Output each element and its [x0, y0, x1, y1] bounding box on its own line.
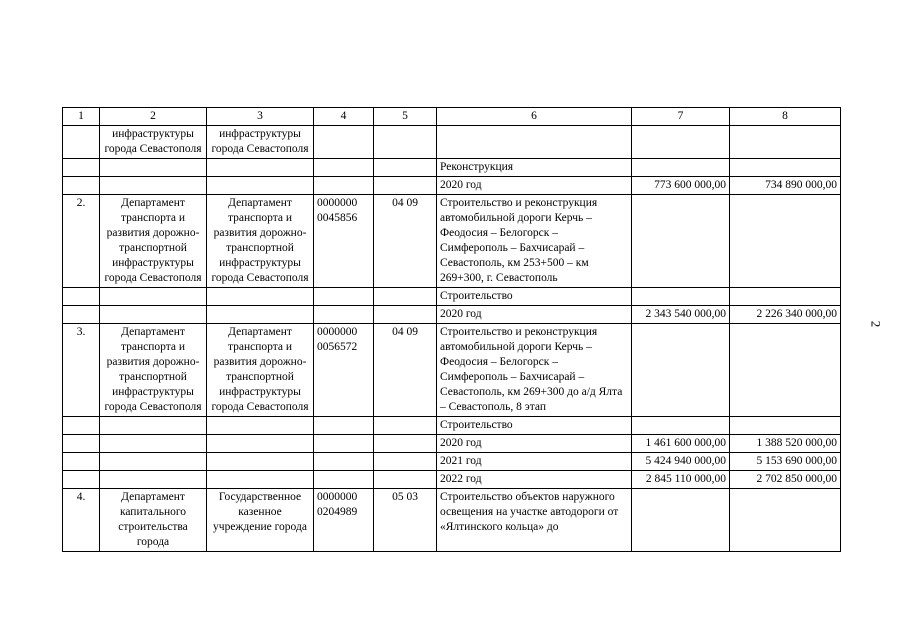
section-cell — [374, 126, 437, 159]
empty-cell — [314, 159, 374, 177]
code-cell: 0000000 0045856 — [314, 195, 374, 288]
code-cell — [314, 126, 374, 159]
amount-col7: 5 424 940 000,00 — [632, 453, 730, 471]
object-cell: Строительство объектов наружного освещения на участке автодороги от «Ялтинского кольца» до — [437, 489, 632, 552]
empty-cell — [207, 288, 314, 306]
amount-col8: 734 890 000,00 — [730, 177, 841, 195]
year-row — [63, 177, 841, 195]
amount-col8: 2 702 850 000,00 — [730, 471, 841, 489]
year-label: 2021 год — [437, 453, 632, 471]
work-type-label: Реконструкция — [437, 159, 632, 177]
empty-cell — [100, 471, 207, 489]
customer-cell: инфраструктуры города Севастополя — [207, 126, 314, 159]
amount-cell — [730, 159, 841, 177]
object-cell — [437, 126, 632, 159]
amount-cell — [730, 417, 841, 435]
header-cell: 7 — [632, 108, 730, 126]
amount-cell — [632, 324, 730, 417]
work-type-label: Строительство — [437, 288, 632, 306]
empty-cell — [314, 435, 374, 453]
empty-cell — [207, 159, 314, 177]
empty-cell — [374, 306, 437, 324]
empty-cell — [63, 288, 100, 306]
amount-cell — [632, 195, 730, 288]
amount-cell — [632, 288, 730, 306]
header-cell: 4 — [314, 108, 374, 126]
empty-cell — [100, 288, 207, 306]
amount-cell — [632, 126, 730, 159]
department-cell: Департамент капитального строительства города — [100, 489, 207, 552]
empty-cell — [100, 417, 207, 435]
customer-cell: Государственное казенное учреждение города — [207, 489, 314, 552]
empty-cell — [207, 417, 314, 435]
empty-cell — [374, 453, 437, 471]
page-number: 2 — [868, 320, 884, 328]
empty-cell — [100, 177, 207, 195]
amount-col7: 2 343 540 000,00 — [632, 306, 730, 324]
table-body — [63, 108, 841, 552]
empty-cell — [314, 471, 374, 489]
empty-cell — [207, 306, 314, 324]
work-type-row — [63, 288, 841, 306]
department-cell: инфраструктуры города Севастополя — [100, 126, 207, 159]
amount-cell — [632, 159, 730, 177]
year-label: 2020 год — [437, 306, 632, 324]
code-cell: 0000000 0056572 — [314, 324, 374, 417]
empty-cell — [207, 435, 314, 453]
year-row — [63, 435, 841, 453]
num-cell — [63, 126, 100, 159]
amount-col7: 2 845 110 000,00 — [632, 471, 730, 489]
header-cell: 5 — [374, 108, 437, 126]
empty-cell — [100, 435, 207, 453]
header-cell: 2 — [100, 108, 207, 126]
year-label: 2020 год — [437, 435, 632, 453]
amount-col7: 1 461 600 000,00 — [632, 435, 730, 453]
header-cell: 3 — [207, 108, 314, 126]
empty-cell — [374, 159, 437, 177]
amount-cell — [730, 489, 841, 552]
empty-cell — [374, 417, 437, 435]
object-cell: Строительство и реконструкция автомобильной дороги Керчь – Феодосия – Белогорск – Симферополь – Бахчисарай – Севастополь, км 269+300 до а/д Ялта – Севастополь, 8 этап — [437, 324, 632, 417]
work-type-label: Строительство — [437, 417, 632, 435]
work-type-row — [63, 159, 841, 177]
year-row — [63, 306, 841, 324]
empty-cell — [314, 417, 374, 435]
table-row — [63, 195, 841, 288]
empty-cell — [63, 417, 100, 435]
amount-cell — [632, 417, 730, 435]
table-row — [63, 489, 841, 552]
code-cell: 0000000 0204989 — [314, 489, 374, 552]
empty-cell — [207, 177, 314, 195]
empty-cell — [314, 177, 374, 195]
empty-cell — [374, 435, 437, 453]
empty-cell — [63, 453, 100, 471]
section-cell: 04 09 — [374, 324, 437, 417]
empty-cell — [100, 159, 207, 177]
amount-cell — [632, 489, 730, 552]
work-type-row — [63, 417, 841, 435]
empty-cell — [63, 471, 100, 489]
amount-cell — [730, 288, 841, 306]
customer-cell: Департамент транспорта и развития дорожно-транспортной инфраструктуры города Севастополя — [207, 324, 314, 417]
empty-cell — [207, 453, 314, 471]
empty-cell — [374, 288, 437, 306]
empty-cell — [314, 306, 374, 324]
object-cell: Строительство и реконструкция автомобильной дороги Керчь – Феодосия – Белогорск – Симферополь – Бахчисарай – Севастополь, км 253+500 – км 269+300, г. Севастополь — [437, 195, 632, 288]
amount-col8: 1 388 520 000,00 — [730, 435, 841, 453]
year-label: 2022 год — [437, 471, 632, 489]
empty-cell — [207, 471, 314, 489]
empty-cell — [374, 471, 437, 489]
table-row — [63, 324, 841, 417]
empty-cell — [63, 159, 100, 177]
header-cell: 1 — [63, 108, 100, 126]
row-number: 4. — [63, 489, 100, 552]
year-row — [63, 453, 841, 471]
empty-cell — [374, 177, 437, 195]
amount-col8: 2 226 340 000,00 — [730, 306, 841, 324]
empty-cell — [314, 453, 374, 471]
empty-cell — [63, 306, 100, 324]
amount-cell — [730, 195, 841, 288]
row-number: 3. — [63, 324, 100, 417]
continuation-row — [63, 126, 841, 159]
year-row — [63, 471, 841, 489]
amount-col7: 773 600 000,00 — [632, 177, 730, 195]
header-row — [63, 108, 841, 126]
empty-cell — [63, 435, 100, 453]
header-cell: 8 — [730, 108, 841, 126]
empty-cell — [314, 288, 374, 306]
empty-cell — [100, 306, 207, 324]
department-cell: Департамент транспорта и развития дорожно-транспортной инфраструктуры города Севастополя — [100, 195, 207, 288]
customer-cell: Департамент транспорта и развития дорожно-транспортной инфраструктуры города Севастополя — [207, 195, 314, 288]
header-cell: 6 — [437, 108, 632, 126]
amount-cell — [730, 324, 841, 417]
year-label: 2020 год — [437, 177, 632, 195]
department-cell: Департамент транспорта и развития дорожно-транспортной инфраструктуры города Севастополя — [100, 324, 207, 417]
funding-table — [62, 107, 841, 552]
empty-cell — [63, 177, 100, 195]
section-cell: 05 03 — [374, 489, 437, 552]
row-number: 2. — [63, 195, 100, 288]
empty-cell — [100, 453, 207, 471]
amount-cell — [730, 126, 841, 159]
section-cell: 04 09 — [374, 195, 437, 288]
amount-col8: 5 153 690 000,00 — [730, 453, 841, 471]
